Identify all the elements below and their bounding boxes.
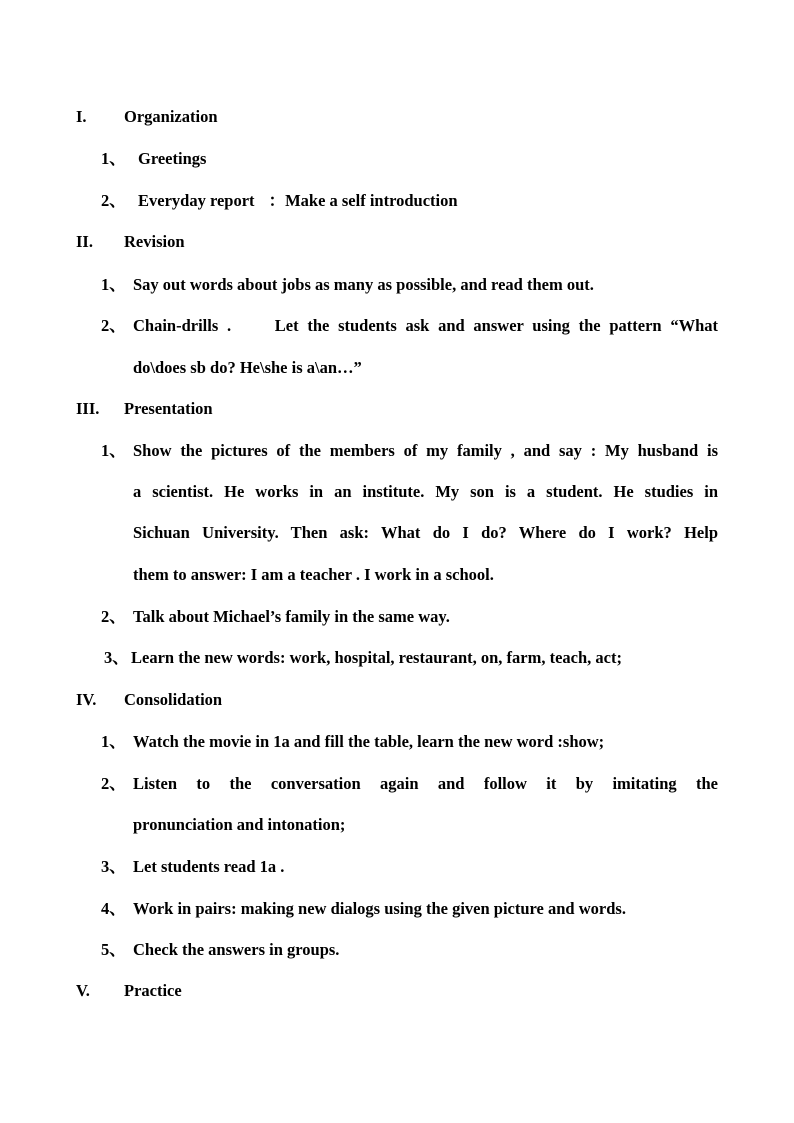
section-numeral: II. xyxy=(76,232,93,251)
item-number: 1、 xyxy=(101,441,126,460)
item-number: 3、 xyxy=(101,857,126,876)
section-title: Practice xyxy=(124,981,182,1000)
item-number: 5、 xyxy=(101,940,126,959)
item-text xyxy=(138,191,458,211)
item-number: 4、 xyxy=(101,899,126,918)
item-number: 2、 xyxy=(101,607,126,626)
section-numeral: V. xyxy=(76,981,90,1000)
section-title: Presentation xyxy=(124,399,213,418)
item-text-part: ：Make a self introduction xyxy=(268,191,458,210)
item-text: Let students read 1a . xyxy=(133,857,285,876)
item-text: Say out words about jobs as many as possible, and read them out. xyxy=(133,275,594,294)
item-text: Work in pairs: making new dialogs using the given picture and words. xyxy=(133,899,626,918)
section-title: Organization xyxy=(124,107,218,126)
item-number: 1、 xyxy=(101,732,126,751)
item-text-line: Sichuan University. Then ask: What do I do? Where do I work? Help xyxy=(133,523,718,542)
item-number: 1、 xyxy=(101,149,126,168)
item-text: Check the answers in groups. xyxy=(133,940,340,959)
item-text-line: them to answer: I am a teacher . I work in a school. xyxy=(133,565,494,584)
item-text-line: Show the pictures of the members of my family , and say : My husband is xyxy=(133,441,718,460)
item-number: 1、 xyxy=(101,275,126,294)
section-title: Revision xyxy=(124,232,185,251)
item-number: 3、 xyxy=(104,648,129,667)
item-text-line: do\does sb do? He\she is a\an…” xyxy=(133,358,362,377)
section-numeral: I. xyxy=(76,107,87,126)
item-text-line: pronunciation and intonation; xyxy=(133,815,346,834)
item-text-line: Chain-drills . Let the students ask and answer using the pattern “What xyxy=(133,316,718,335)
item-text-part: Everyday report xyxy=(138,191,255,210)
item-text-line: Listen to the conversation again and follow it by imitating the xyxy=(133,774,718,793)
section-numeral: III. xyxy=(76,399,100,418)
item-number: 2、 xyxy=(101,191,126,210)
item-text: Learn the new words: work, hospital, restaurant, on, farm, teach, act; xyxy=(131,648,622,667)
item-text: Talk about Michael’s family in the same way. xyxy=(133,607,450,626)
item-number: 2、 xyxy=(101,774,126,793)
item-text-line: a scientist. He works in an institute. My son is a student. He studies in xyxy=(133,482,718,501)
item-text: Watch the movie in 1a and fill the table, learn the new word :show; xyxy=(133,732,605,751)
item-number: 2、 xyxy=(101,316,126,335)
section-title: Consolidation xyxy=(124,690,223,709)
section-numeral: IV. xyxy=(76,690,97,709)
item-text: Greetings xyxy=(138,149,207,168)
